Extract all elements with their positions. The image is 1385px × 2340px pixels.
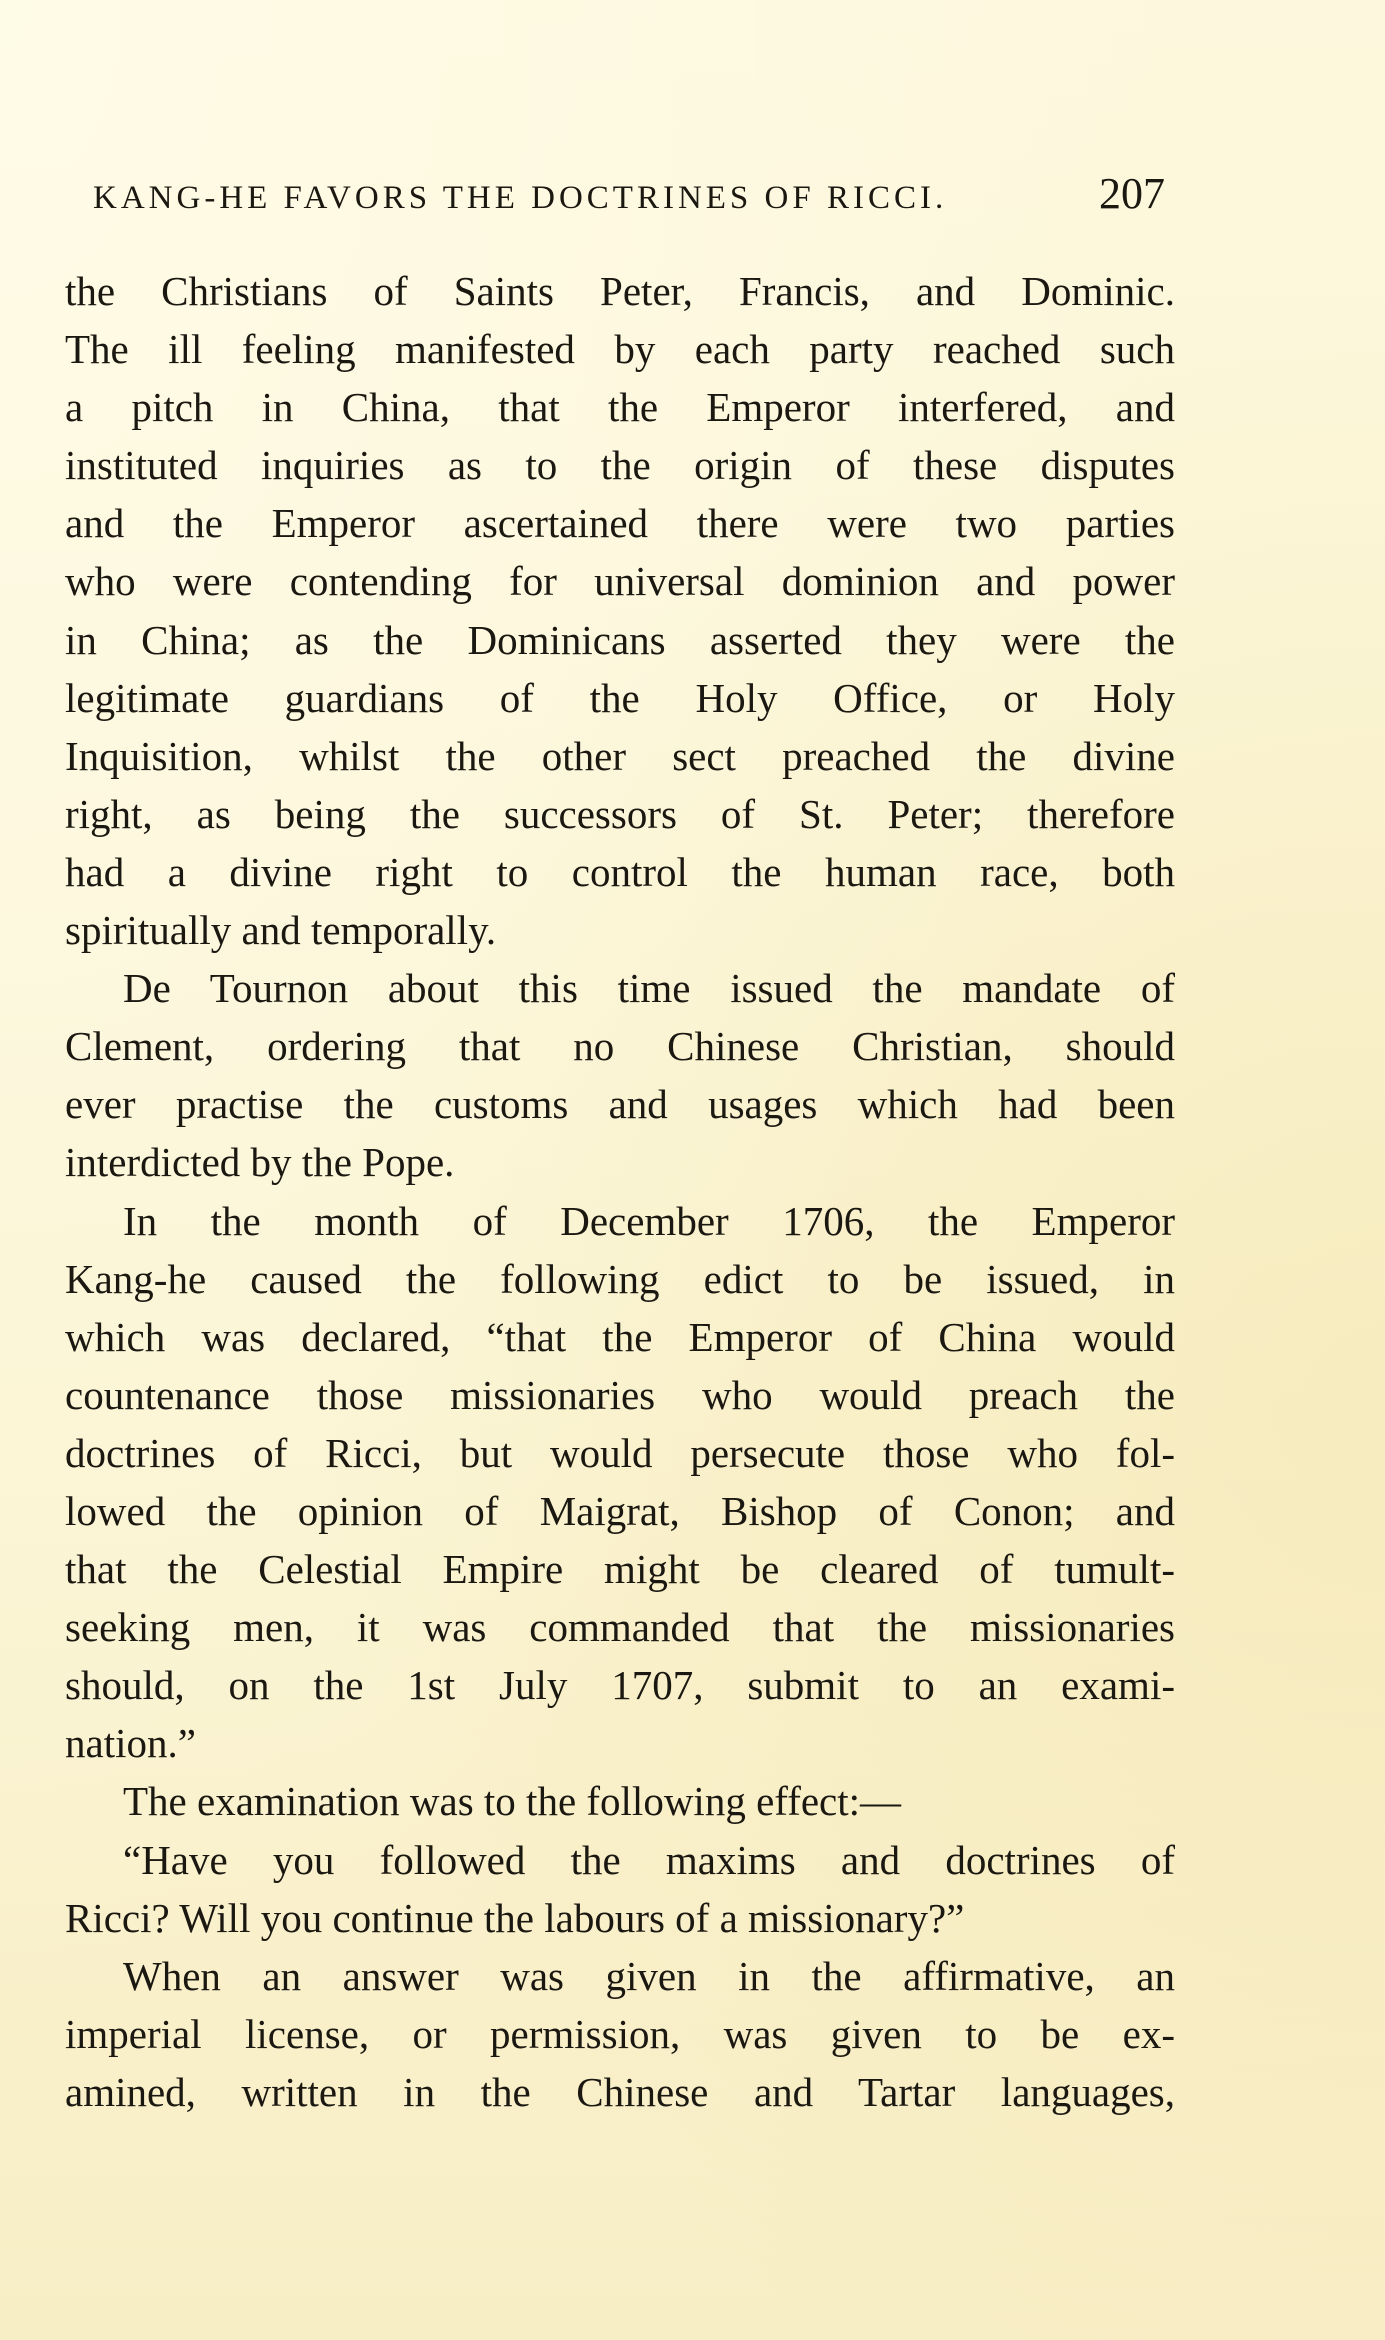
text-line: amined, written in the Chinese and Tartar languages, — [65, 2068, 1175, 2115]
text-line: interdicted by the Pope. — [65, 1139, 455, 1186]
text-line: lowed the opinion of Maigrat, Bishop of Conon; and — [65, 1487, 1175, 1534]
text-line: and the Emperor ascertained there were two parties — [65, 500, 1175, 547]
text-line: a pitch in China, that the Emperor interfered, and — [65, 384, 1175, 431]
text-line: instituted inquiries as to the origin of these disputes — [65, 442, 1175, 489]
text-line: “Have you followed the maxims and doctrines of — [123, 1836, 1175, 1883]
text-line: The ill feeling manifested by each party reached such — [65, 326, 1175, 373]
text-line: who were contending for universal dominion and power — [65, 558, 1175, 605]
text-line: legitimate guardians of the Holy Office, or Holy — [65, 674, 1175, 721]
text-line: The examination was to the following effect:— — [123, 1778, 902, 1825]
text-line: countenance those missionaries who would preach the — [65, 1371, 1175, 1418]
text-line: that the Celestial Empire might be cleared of tumult- — [65, 1546, 1175, 1593]
text-line: In the month of December 1706, the Emperor — [123, 1197, 1175, 1244]
text-line: right, as being the successors of St. Peter; therefore — [65, 790, 1175, 837]
text-line: Ricci? Will you continue the labours of a missionary?” — [65, 1894, 965, 1941]
text-line: imperial license, or permission, was given to be ex- — [65, 2010, 1175, 2057]
text-line: Inquisition, whilst the other sect preached the divine — [65, 732, 1175, 779]
page-header — [93, 168, 1165, 220]
text-line: nation.” — [65, 1720, 196, 1767]
text-line: in China; as the Dominicans asserted they were the — [65, 616, 1175, 663]
page-number: 207 — [1099, 169, 1165, 218]
text-line: which was declared, “that the Emperor of China would — [65, 1313, 1175, 1360]
text-line: should, on the 1st July 1707, submit to an exami- — [65, 1662, 1175, 1709]
text-line: doctrines of Ricci, but would persecute those who fol- — [65, 1429, 1175, 1476]
text-line: De Tournon about this time issued the mandate of — [123, 965, 1175, 1012]
text-line: Clement, ordering that no Chinese Christian, should — [65, 1023, 1175, 1070]
text-line: had a divine right to control the human race, both — [65, 848, 1175, 895]
text-line: seeking men, it was commanded that the missionaries — [65, 1604, 1175, 1651]
text-line: Kang-he caused the following edict to be issued, in — [65, 1255, 1175, 1302]
body-text — [65, 262, 1175, 2121]
text-line: spiritually and temporally. — [65, 907, 497, 954]
text-line: the Christians of Saints Peter, Francis, and Dominic. — [65, 268, 1175, 314]
text-line: When an answer was given in the affirmative, an — [123, 1952, 1175, 1999]
text-line: ever practise the customs and usages which had been — [65, 1081, 1175, 1128]
running-title: KANG-HE FAVORS THE DOCTRINES OF RICCI. — [93, 180, 948, 216]
